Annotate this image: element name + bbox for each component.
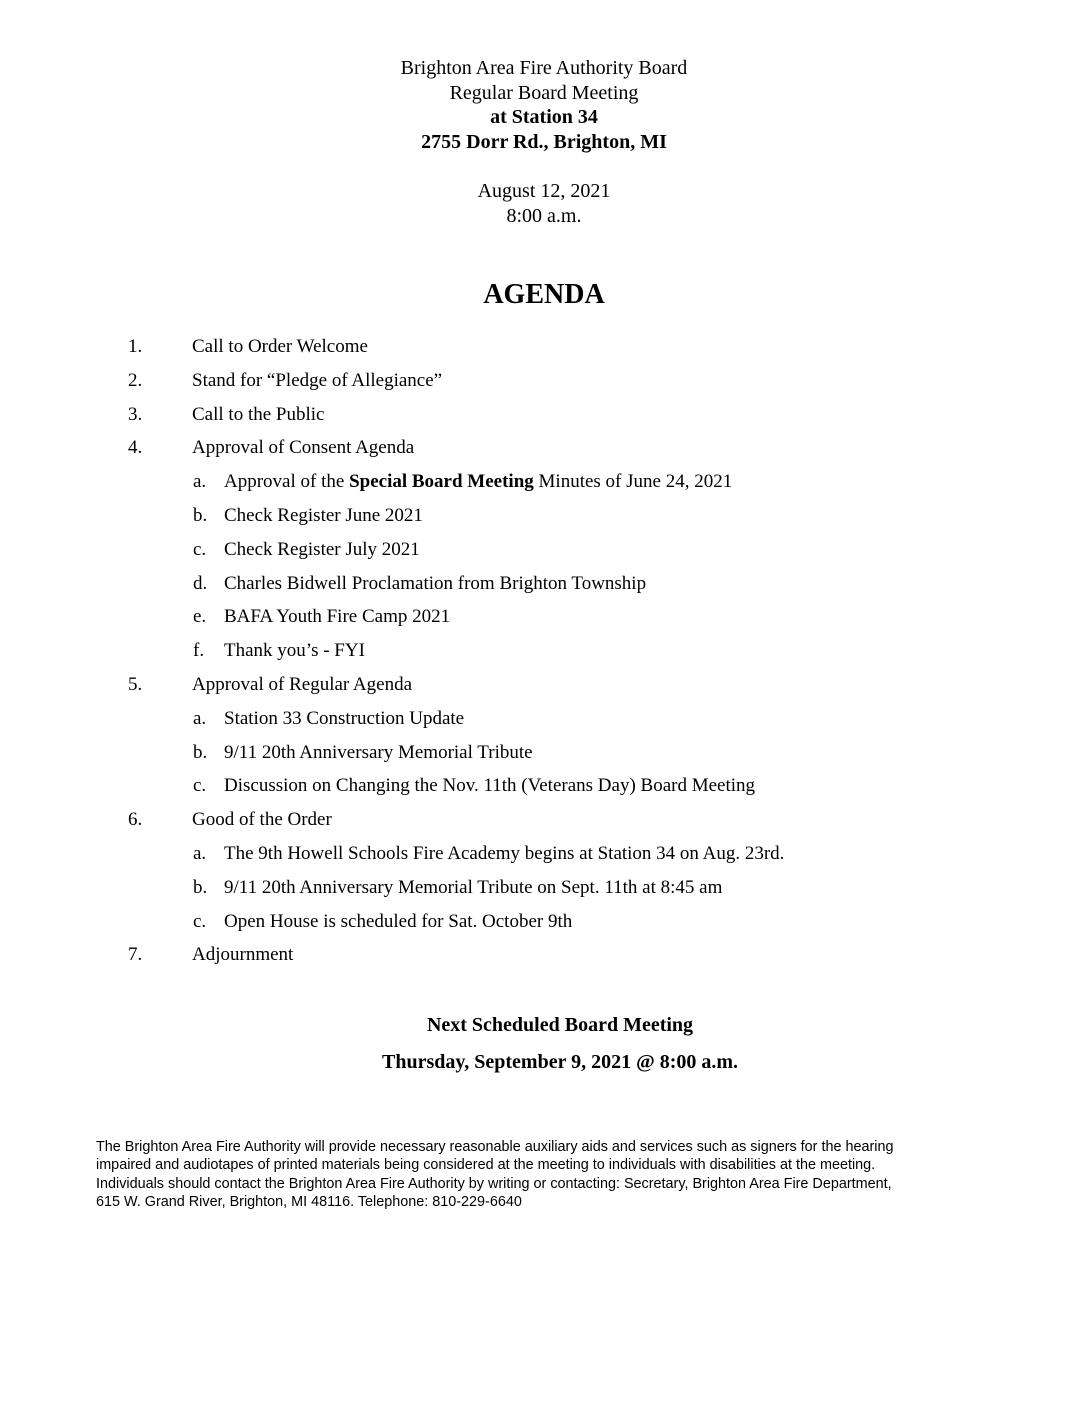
agenda-item [0,401,1088,435]
agenda-subitem-text: 9/11 20th Anniversary Memorial Tribute [224,741,533,763]
agenda-item [0,367,1088,401]
agenda-subitem-letter: a. [193,842,207,864]
agenda-item [0,806,1088,840]
agenda-subitem-text: The 9th Howell Schools Fire Academy begins at Station 34 on Aug. 23rd. [224,842,785,864]
subitem-text-bold: Special Board Meeting [349,471,534,493]
agenda-subitem-letter: c. [193,538,207,560]
agenda-subitem [0,468,1088,502]
agenda-subitem-letter: d. [193,572,208,594]
notice-line: impaired and audiotapes of printed materials being considered at the meeting to individuals with disabilities at the meeting. [96,1157,876,1174]
agenda-subitem [0,908,1088,942]
agenda-subitem-text: Open House is scheduled for Sat. October 9th [224,910,573,932]
agenda-item-number: 7. [128,944,143,966]
accessibility-notice [96,1138,996,1212]
notice-line: 615 W. Grand River, Brighton, MI 48116. Telephone: 810-229-6640 [96,1194,522,1211]
agenda-subitem [0,874,1088,908]
agenda-item [0,333,1088,367]
agenda-item [0,671,1088,705]
agenda-subitem-text: 9/11 20th Anniversary Memorial Tribute on Sept. 11th at 8:45 am [224,876,723,898]
agenda-subitem-letter: c. [193,910,207,932]
agenda-subitem-text [224,468,732,495]
next-meeting-datetime: Thursday, September 9, 2021 @ 8:00 a.m. [381,1051,739,1073]
agenda-title: AGENDA [483,279,605,310]
agenda-item-number: 2. [128,369,143,391]
agenda-subitem-text: Charles Bidwell Proclamation from Brighton Township [224,572,647,594]
agenda-subitem-text: Discussion on Changing the Nov. 11th (Veterans Day) Board Meeting [224,775,756,797]
meeting-type: Regular Board Meeting [449,81,639,104]
agenda-subitem-letter: c. [193,775,207,797]
agenda-item-number: 1. [128,336,143,357]
agenda-subitem-letter: a. [193,707,207,729]
agenda-subitem-text: Station 33 Construction Update [224,707,465,729]
agenda-subitem [0,536,1088,570]
agenda-subitem-text: BAFA Youth Fire Camp 2021 [224,606,451,628]
agenda-item-number: 3. [128,403,143,425]
agenda-item-text: Good of the Order [192,809,332,831]
agenda-item-text: Stand for “Pledge of Allegiance” [192,369,443,391]
agenda-subitem [0,705,1088,739]
agenda-item [0,941,1088,975]
organization-name: Brighton Area Fire Authority Board [400,57,688,79]
agenda-subitem [0,637,1088,671]
agenda-subitem-letter: a. [193,471,207,493]
meeting-time: 8:00 a.m. [506,205,582,227]
notice-line: Individuals should contact the Brighton Area Fire Authority by writing or contacting: Secretary, Brighton Area Fire Department, [96,1175,892,1192]
agenda-subitem-letter: f. [193,640,205,662]
subitem-text-post: Minutes of June 24, 2021 [533,471,733,493]
agenda-item-text: Approval of Regular Agenda [192,673,413,695]
agenda-subitem [0,739,1088,773]
meeting-date: August 12, 2021 [477,180,611,202]
agenda-subitem [0,603,1088,637]
agenda-item-number: 6. [128,809,143,831]
agenda-item-text: Call to the Public [192,403,325,425]
agenda-subitem [0,840,1088,874]
agenda-item-number: 4. [128,437,143,459]
meeting-location: at Station 34 [490,106,598,129]
meeting-datetime [0,179,1088,229]
agenda-subitem-letter: b. [193,504,208,526]
agenda-item-text: Adjournment [192,944,294,966]
agenda-subitem-text: Check Register July 2021 [224,538,420,560]
agenda-item [0,434,1088,468]
agenda-list [0,333,1088,975]
agenda-subitem [0,570,1088,604]
next-meeting-heading: Next Scheduled Board Meeting [426,1014,694,1036]
agenda-item-text: Call to Order Welcome [192,336,368,357]
document-header [0,56,1088,154]
agenda-subitem-letter: e. [193,606,207,628]
notice-line: The Brighton Area Fire Authority will provide necessary reasonable auxiliary aids and services such as signers for the hearing [96,1139,894,1155]
agenda-item-text: Approval of Consent Agenda [192,437,415,459]
agenda-subitem-text: Thank you’s - FYI [224,640,365,662]
subitem-text-pre: Approval of the [224,471,350,493]
meeting-address: 2755 Dorr Rd., Brighton, MI [421,130,667,153]
agenda-subitem-text: Check Register June 2021 [224,504,423,526]
agenda-subitem [0,502,1088,536]
agenda-item-number: 5. [128,673,143,695]
agenda-subitem [0,772,1088,806]
agenda-subitem-letter: b. [193,741,208,763]
agenda-subitem-letter: b. [193,876,208,898]
